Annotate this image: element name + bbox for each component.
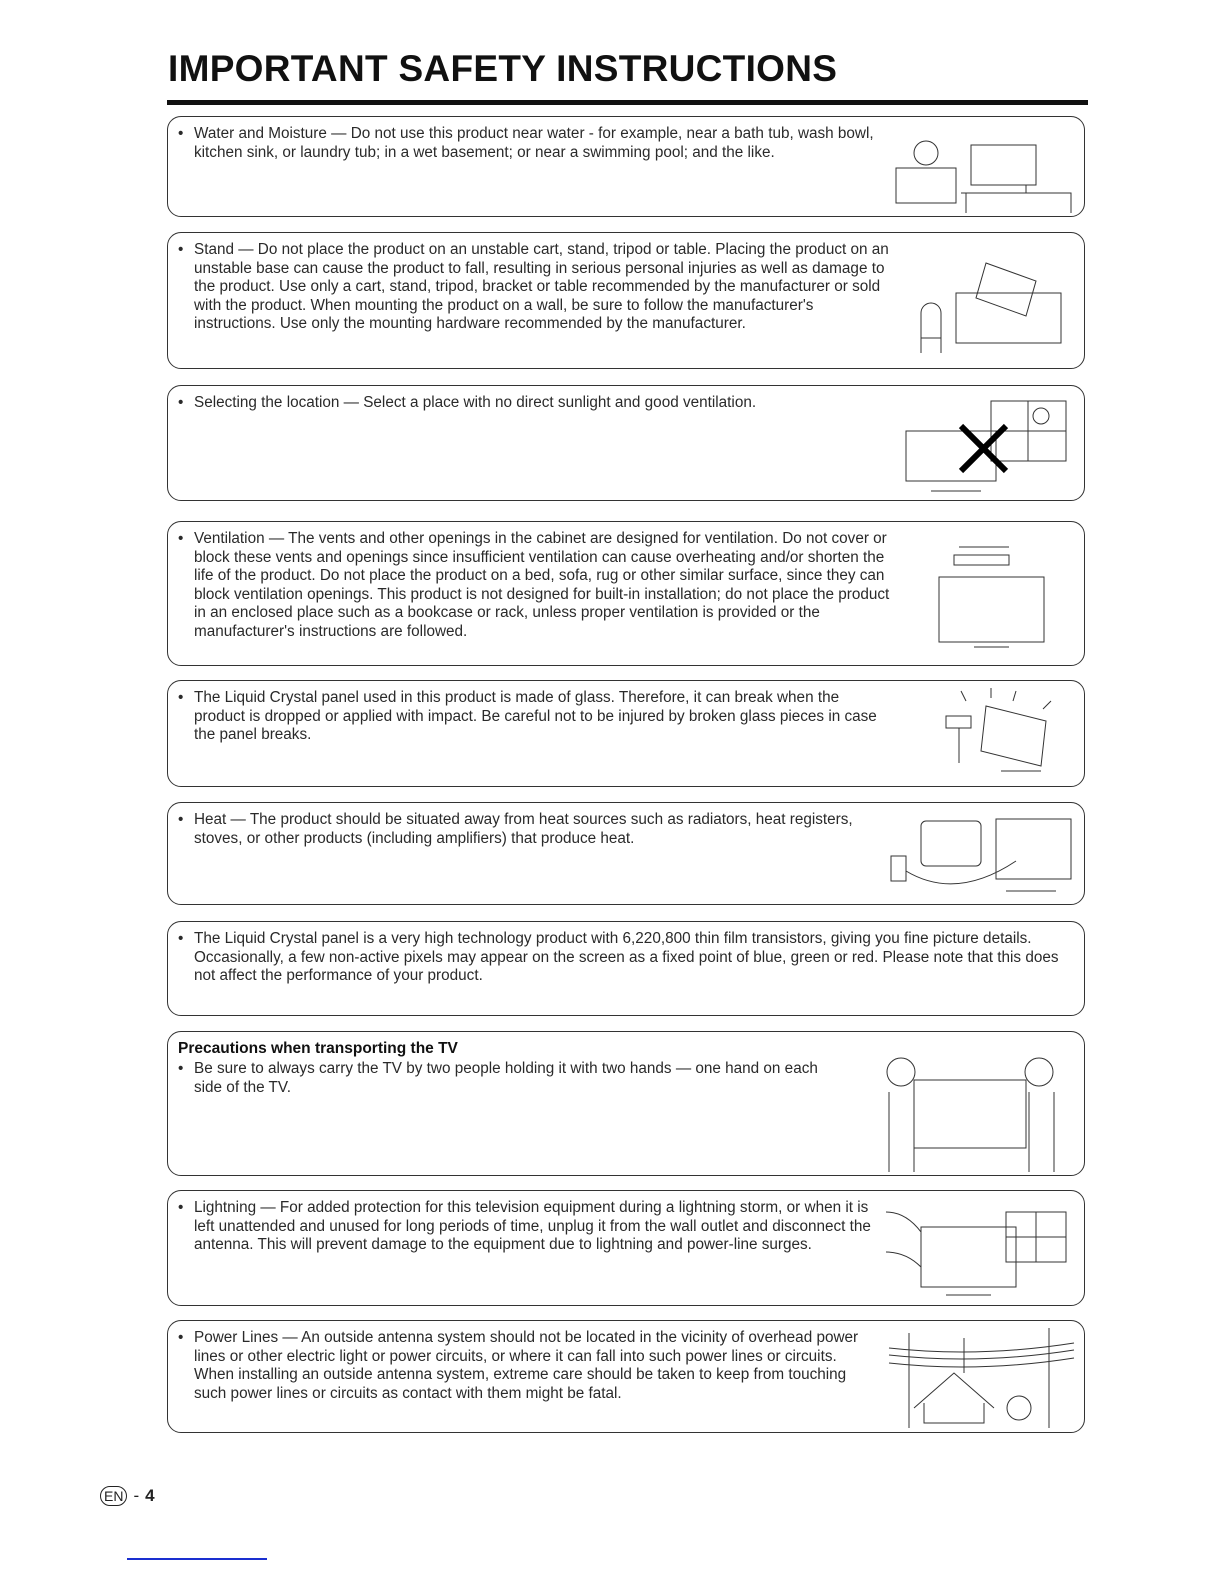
bullet: • [178, 1199, 184, 1216]
bullet: • [178, 930, 184, 947]
section-text: Ventilation — The vents and other openings in the cabinet are designed for ventilation. Do not cover or block these vents and openings since insufficient ventilation can cause overheating and/or shorten the life of the product. Do not place the product on a bed, sofa, rug or other similar surface, since they can block ventilation openings. This product is not designed for built-in installation; do not place the product in an enclosed place such as a bookcase or rack, unless proper ventilation is provided or the manufacturer's instructions are followed. [194, 530, 890, 640]
bullet: • [178, 1060, 184, 1077]
section-text: The Liquid Crystal panel used in this product is made of glass. Therefore, it can break when the product is dropped or applied with impact. Be careful not to be injured by broken glass pieces in case the panel breaks. [194, 689, 877, 744]
section-text: Lightning — For added protection for this television equipment during a lightning storm, or when it is left unattended and unused for long periods of time, unplug it from the wall outlet and disconnect the antenna. This will prevent damage to the equipment due to lightning and power-line surges. [194, 1199, 871, 1254]
title-rule [167, 100, 1088, 105]
page-footer [100, 1486, 155, 1506]
page-title: IMPORTANT SAFETY INSTRUCTIONS [168, 48, 838, 89]
bullet: • [178, 1329, 184, 1346]
section-stand [167, 232, 1085, 369]
two-people-carrying-tv-illustration [879, 1052, 1064, 1172]
section-selecting-location [167, 385, 1085, 501]
tv-hammer-illustration [901, 686, 1076, 781]
bullet: • [178, 811, 184, 828]
bullet: • [178, 241, 184, 258]
language-badge: EN [100, 1486, 127, 1506]
bullet: • [178, 125, 184, 142]
tv-unplug-lightning-illustration [876, 1197, 1076, 1302]
tv-ventilation-illustration [934, 537, 1049, 652]
footer-link-rule [127, 1558, 267, 1560]
tv-near-water-illustration [886, 123, 1076, 213]
section-text: Water and Moisture — Do not use this product near water - for example, near a bath tub, wash bowl, kitchen sink, or laundry tub; in a wet basement; or near a swimming pool; and the like. [194, 125, 874, 161]
tv-heater-illustration [881, 811, 1076, 901]
section-power-lines [167, 1320, 1085, 1433]
section-text-note: Occasionally, a few non-active pixels may appear on the screen as a fixed point of blue, green or red. Please note that this does not affect the performance of your product. [194, 948, 1059, 985]
section-text: Be sure to always carry the TV by two people holding it with two hands — one hand on each side of the TV. [194, 1060, 818, 1096]
bullet: • [178, 394, 184, 411]
tv-sunlight-x-illustration [901, 396, 1076, 496]
bullet: • [178, 530, 184, 547]
section-text: Stand — Do not place the product on an unstable cart, stand, tripod or table. Placing the product on an unstable base can cause the product to fall, resulting in serious personal injuries as well as damage to the product. Use only a cart, stand, tripod, bracket or table recommended by the manufacturer or sold with the product. When mounting the product on a wall, be sure to follow the manufacturer's instructions. Use only the mounting hardware recommended by the manufacturer. [194, 241, 889, 333]
section-glass-panel [167, 680, 1085, 787]
page-number: 4 [145, 1486, 155, 1505]
section-heat [167, 802, 1085, 905]
tv-falling-stand-illustration [906, 243, 1076, 358]
section-water-moisture [167, 116, 1085, 217]
section-text: Selecting the location — Select a place with no direct sunlight and good ventilation. [194, 394, 757, 411]
section-lcd-pixels [167, 921, 1085, 1016]
bullet: • [178, 689, 184, 706]
section-text: Power Lines — An outside antenna system should not be located in the vicinity of overhead power lines or other electric light or power circuits, or where it can fall into such power lines or circuits. When installing an outside antenna system, extreme care should be taken to keep from touching such power lines or circuits as contact with them might be fatal. [194, 1329, 859, 1402]
section-transport [167, 1031, 1085, 1176]
section-text: The Liquid Crystal panel is a very high technology product with 6,220,800 thin film transistors, giving you fine picture details. [194, 930, 1032, 947]
section-heading: Precautions when transporting the TV [178, 1040, 458, 1057]
section-lightning [167, 1190, 1085, 1306]
section-ventilation [167, 521, 1085, 666]
footer-separator: - [133, 1486, 140, 1505]
antenna-power-lines-illustration [884, 1323, 1079, 1431]
section-text: Heat — The product should be situated away from heat sources such as radiators, heat registers, stoves, or other products (including amplifiers) that produce heat. [194, 811, 853, 847]
